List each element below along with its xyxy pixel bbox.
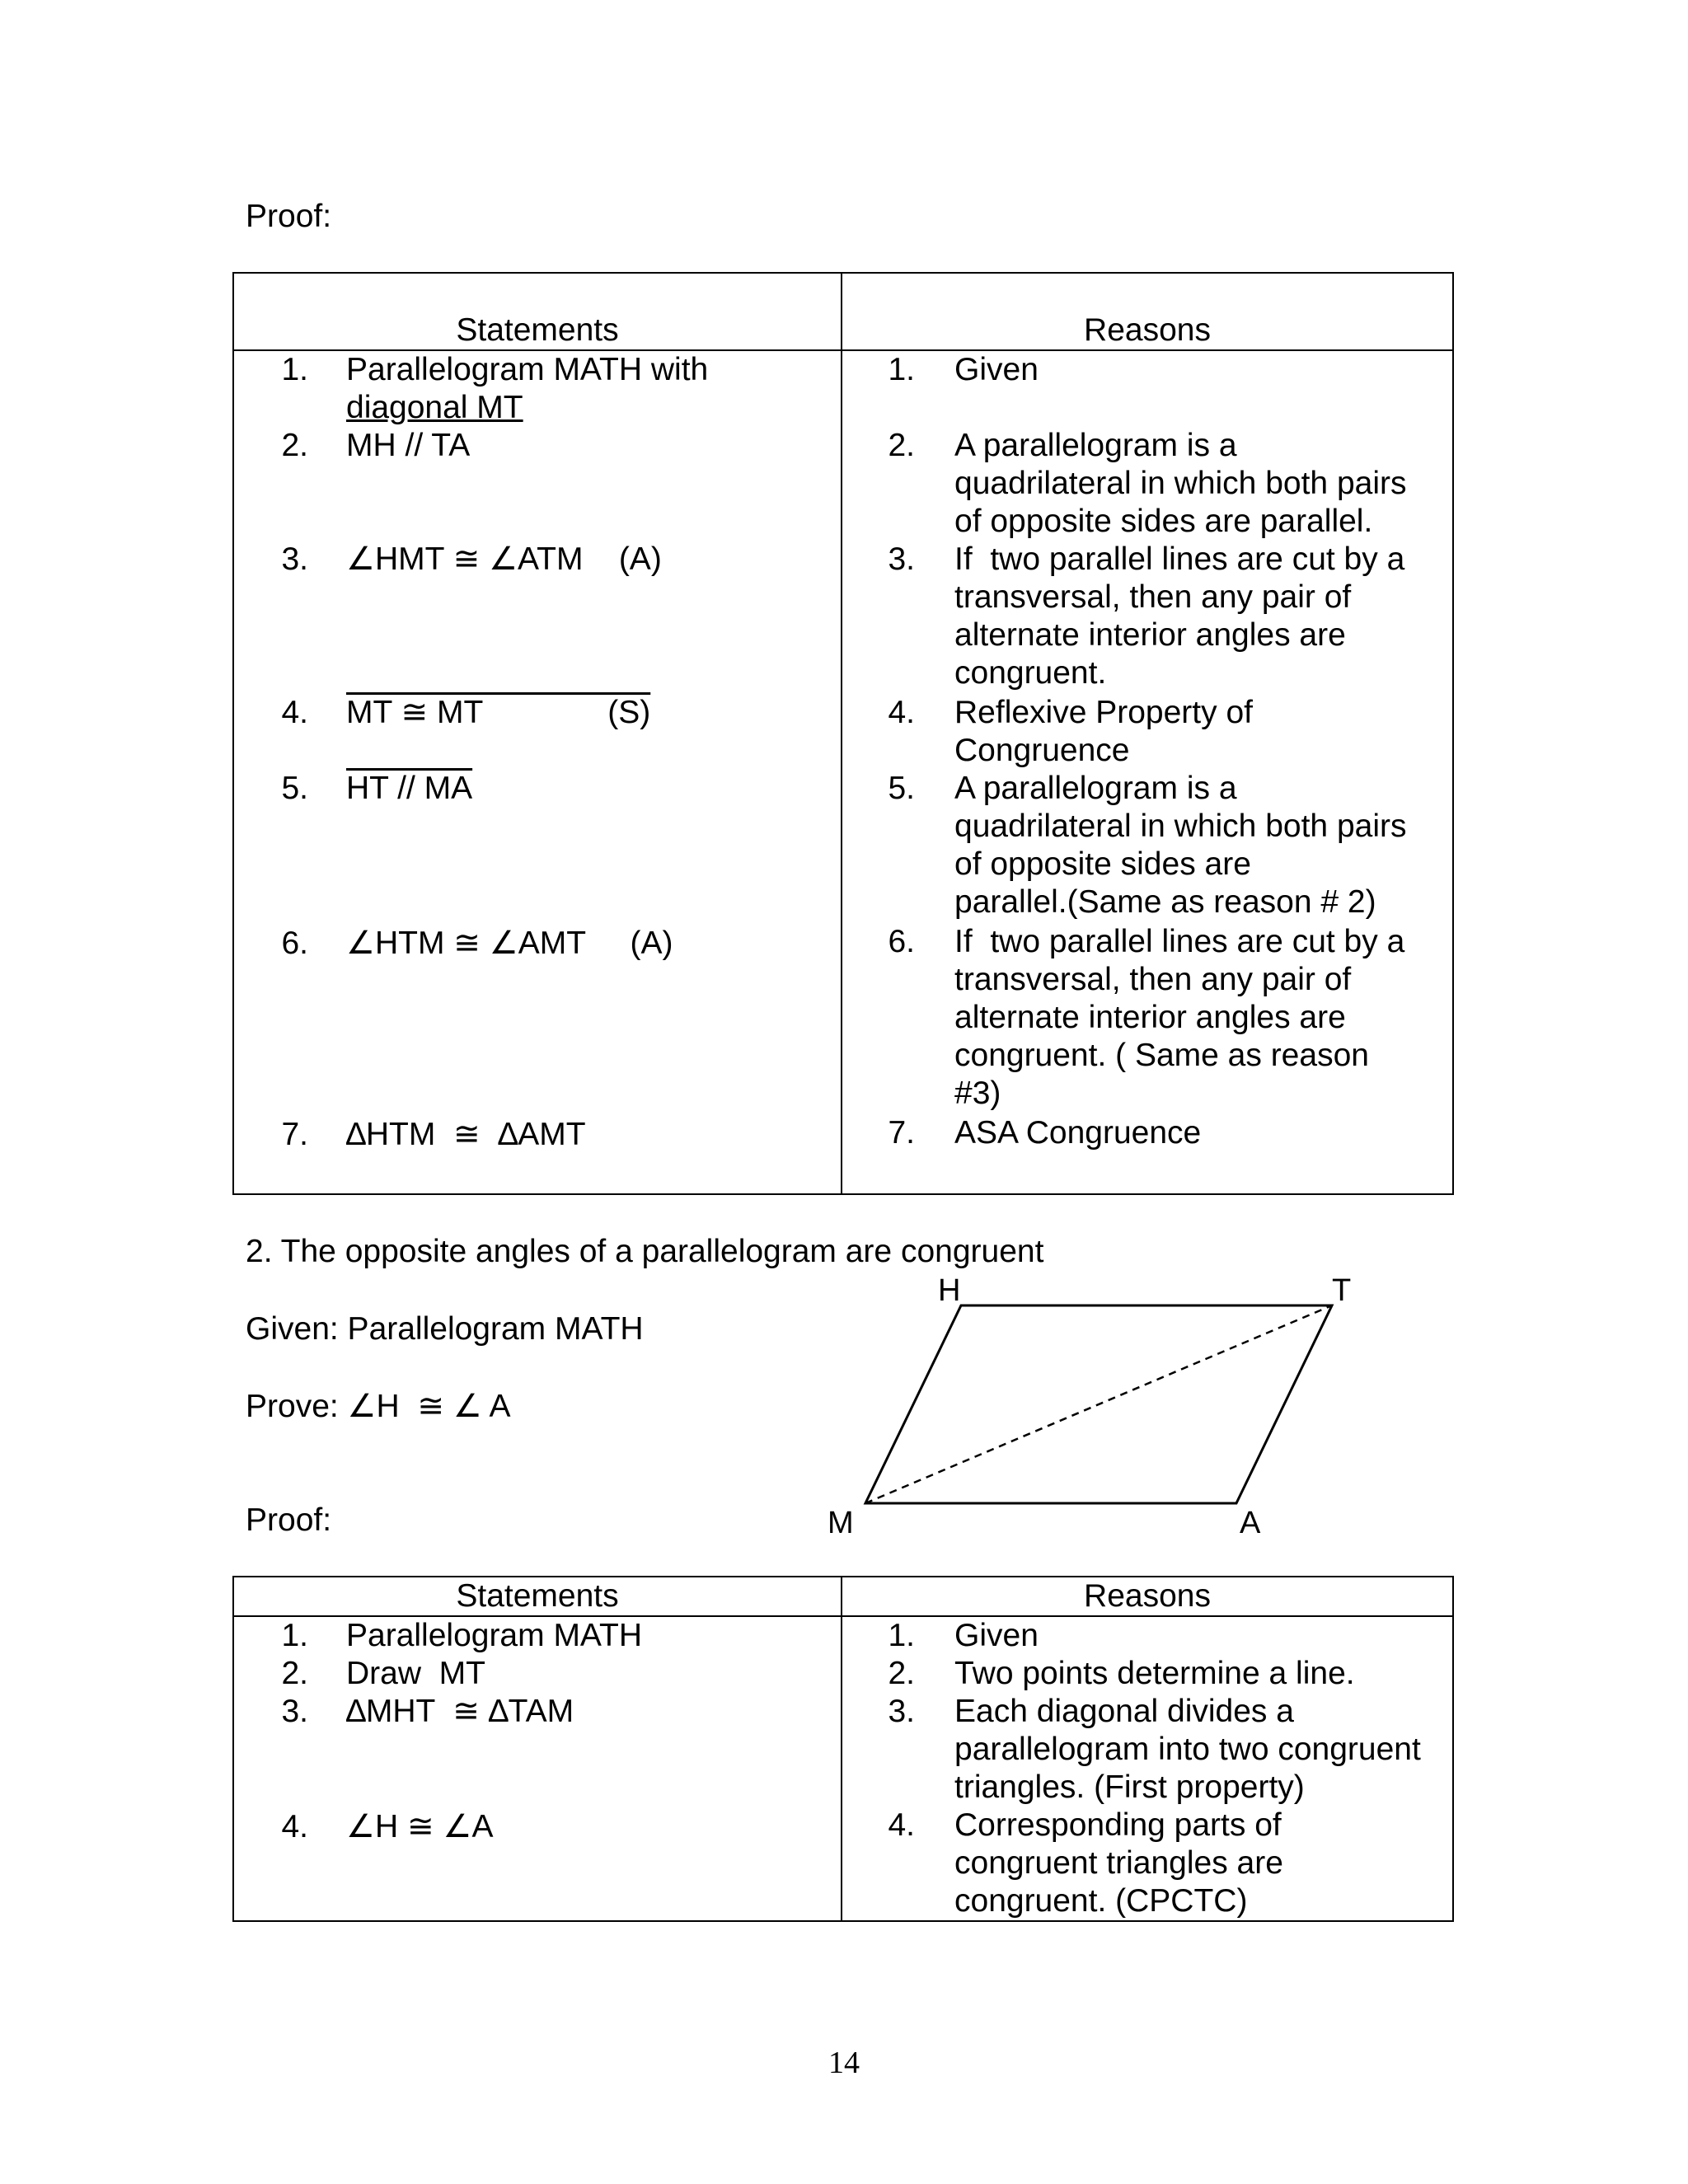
given-statement: Given: Parallelogram MATH bbox=[246, 1311, 644, 1347]
vertex-label-t: T bbox=[1332, 1273, 1352, 1308]
statements-column: 1. Parallelogram MATH with diagonal MT 2. MH // TA 3. ∠HMT ≅ ∠ATM (A) 4. MT ≅ MT (S) 5. HT // MA 6. ∠HTM ≅ ∠AMT (A) 7. ∆HTM ≅ ∆AMT bbox=[233, 350, 842, 1194]
reasons-header: Reasons bbox=[842, 1577, 1453, 1616]
reasons-header: Reasons bbox=[842, 273, 1453, 350]
statements-header: Statements bbox=[233, 273, 842, 350]
prove-statement: Prove: ∠H ≅ ∠ A bbox=[246, 1389, 511, 1424]
statements-header: Statements bbox=[233, 1577, 842, 1616]
diagonal-mt bbox=[865, 1305, 1332, 1503]
theorem-title: 2. The opposite angles of a parallelogram are congruent bbox=[246, 1234, 1044, 1269]
statements-column: 1. Parallelogram MATH 2. Draw MT 3. ∆MHT ≅ ∆TAM 4. ∠H ≅ ∠A bbox=[233, 1616, 842, 1921]
proof-heading: Proof: bbox=[246, 199, 332, 234]
vertex-label-m: M bbox=[828, 1506, 854, 1540]
reasons-column: 1. Given 2. Two points determine a line. 3. Each diagonal divides a parallelogram into two congruent triangles. (First property) 4. Corresponding parts of congruent triangles are congruent. (CPCTC) bbox=[842, 1616, 1453, 1921]
page-number: 14 bbox=[828, 2046, 860, 2080]
proof-table-1 bbox=[232, 272, 1454, 1195]
proof-table-2 bbox=[232, 1576, 1454, 1922]
vertex-label-a: A bbox=[1240, 1506, 1261, 1540]
reasons-column: 1. Given 2. A parallelogram is a quadrilateral in which both pairs of opposite sides are parallel. 3. If two parallel lines are cut by a transversal, then any pair of alternate interior angles are congruent. 4. Reflexive Property of Congruence 5. A parallelogram is a quadrilateral in which both pairs of opposite sides are parallel.(Same as reason # 2) 6. If two parallel lines are cut by a transversal, then any pair of alternate interior angles are congruent. ( Same as reason #3) 7. ASA Congruence bbox=[842, 350, 1453, 1194]
vertex-label-h: H bbox=[938, 1273, 961, 1308]
parallelogram-figure bbox=[816, 1269, 1376, 1549]
proof-heading: Proof: bbox=[246, 1502, 332, 1538]
